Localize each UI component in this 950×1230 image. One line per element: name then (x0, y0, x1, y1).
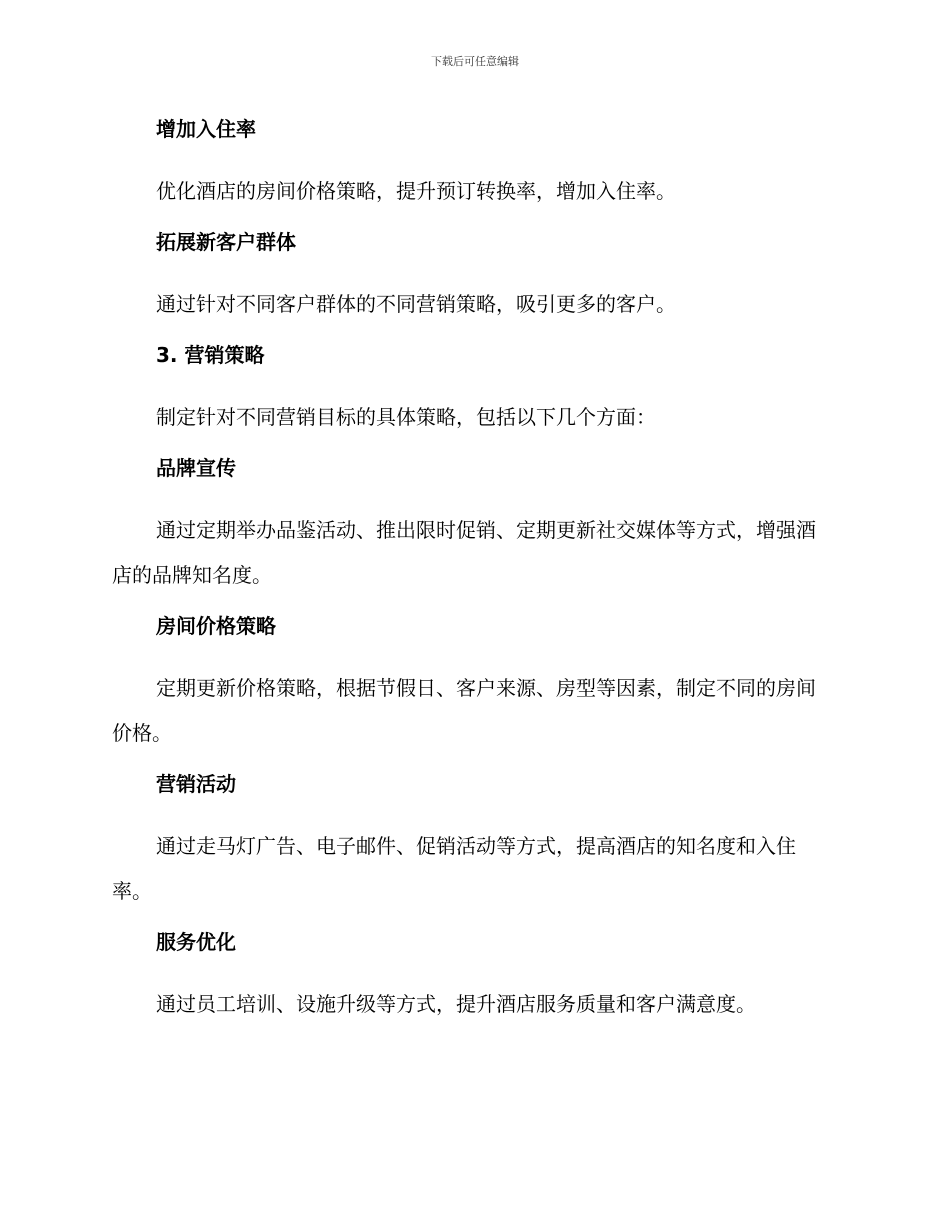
section-heading-room-pricing: 房间价格策略 (156, 614, 276, 638)
paragraph-marketing-strategy: 制定针对不同营销目标的具体策略，包括以下几个方面： (156, 405, 656, 429)
paragraph-room-pricing: 定期更新价格策略，根据节假日、客户来源、房型等因素，制定不同的房间价格。 (112, 676, 816, 745)
page-header: 下载后可任意编辑 (431, 55, 519, 68)
section-heading-marketing-strategy: 3. 营销策略 (156, 343, 265, 367)
document-body (112, 112, 832, 1027)
paragraph-occupancy: 优化酒店的房间价格策略，提升预订转换率，增加入住率。 (156, 179, 676, 203)
section-heading-new-customers: 拓展新客户群体 (156, 230, 296, 254)
section-heading-occupancy: 增加入住率 (156, 117, 256, 141)
paragraph-marketing-activities: 通过走马灯广告、电子邮件、促销活动等方式，提高酒店的知名度和入住率。 (112, 834, 796, 903)
section-heading-brand-promotion: 品牌宣传 (156, 456, 236, 480)
paragraph-service-optimization: 通过员工培训、设施升级等方式，提升酒店服务质量和客户满意度。 (156, 992, 756, 1016)
section-heading-marketing-activities: 营销活动 (156, 772, 236, 796)
paragraph-new-customers: 通过针对不同客户群体的不同营销策略，吸引更多的客户。 (156, 292, 676, 316)
section-heading-service-optimization: 服务优化 (156, 930, 236, 954)
paragraph-brand-promotion: 通过定期举办品鉴活动、推出限时促销、定期更新社交媒体等方式，增强酒店的品牌知名度。 (112, 518, 816, 587)
